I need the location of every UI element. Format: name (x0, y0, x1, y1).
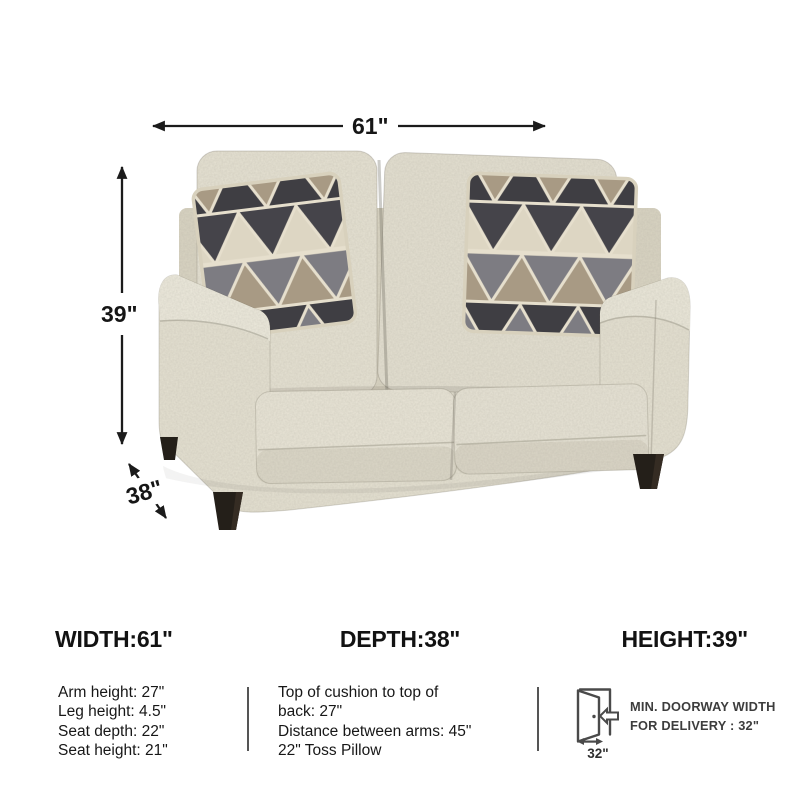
spec-line: Seat height: 21" (58, 741, 168, 759)
spec-divider-right (537, 687, 539, 751)
spec-line: 22" Toss Pillow (278, 741, 382, 759)
doorway-width-arrow (577, 738, 603, 745)
spec-line: Arm height: 27" (58, 684, 165, 701)
depth-dimension-label: 38" (117, 471, 172, 513)
doorway-note-line1: MIN. DOORWAY WIDTH (630, 699, 776, 714)
width-spec-heading: WIDTH:61" (55, 626, 173, 652)
spec-details-left (58, 683, 168, 760)
spec-line: back: 27" (278, 703, 343, 721)
depth-spec-heading: DEPTH:38" (339, 626, 461, 652)
doorway-note-line2: FOR DELIVERY : 32" (630, 717, 760, 733)
spec-line: Seat depth: 22" (58, 722, 165, 740)
sofa-leg (160, 437, 178, 460)
width-dimension-label: 61" (343, 112, 398, 140)
height-spec-heading: HEIGHT:39" (621, 626, 748, 652)
spec-divider-left (247, 687, 249, 751)
spec-line: Distance between arms: 45" (278, 722, 472, 740)
height-dimension-label: 39" (96, 293, 143, 335)
doorway-delivery-note (630, 698, 776, 735)
spec-line: Leg height: 4.5" (58, 703, 167, 721)
doorway-icon (574, 684, 622, 747)
spec-line: Top of cushion to top of (278, 684, 439, 701)
spec-details-middle (278, 683, 471, 760)
doorway-width-label: 32" (587, 746, 609, 761)
